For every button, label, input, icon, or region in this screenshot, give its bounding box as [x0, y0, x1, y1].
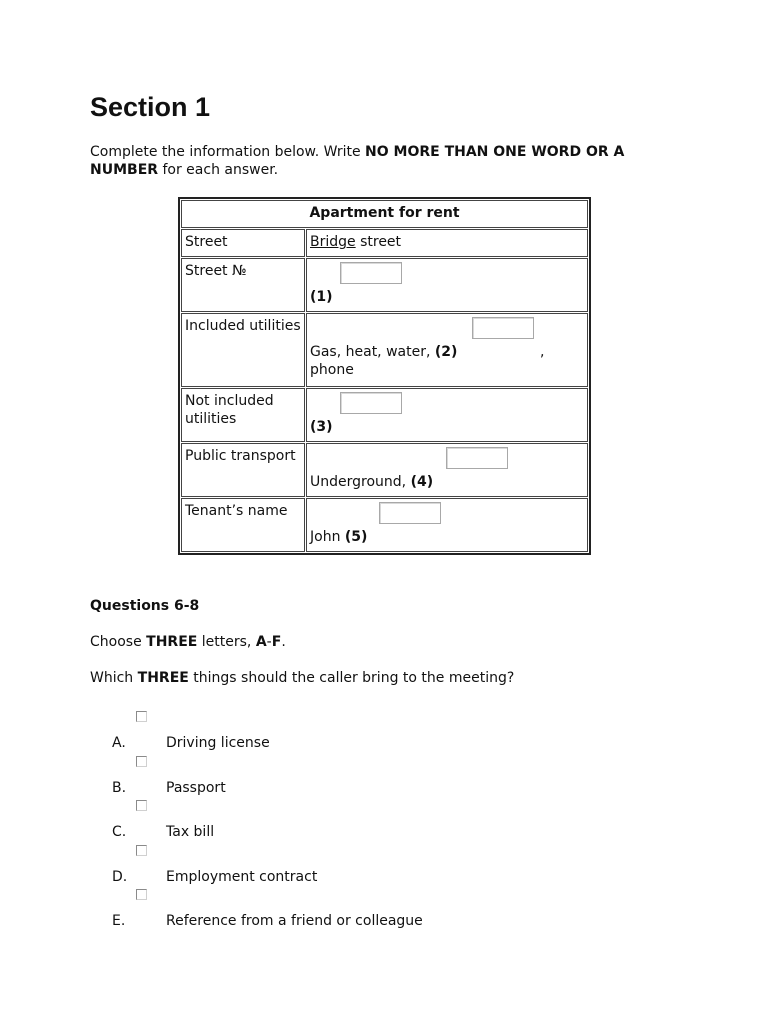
option-letter: A.: [112, 735, 126, 751]
row-label-street: Street: [181, 229, 305, 257]
option-a-checkbox[interactable]: [136, 711, 147, 722]
prompt-text-2: things should the caller bring to the meeting?: [188, 670, 515, 686]
row-value-tenant-name: [306, 498, 588, 552]
table-header: Apartment for rent: [181, 200, 588, 228]
question-number-2: (2): [434, 344, 458, 360]
table-row: [181, 443, 588, 497]
question-number-5: (5): [344, 529, 368, 545]
option-letter: D.: [112, 868, 128, 885]
option-text: Reference from a friend or colleague: [166, 913, 423, 929]
option-text: Passport: [166, 779, 226, 796]
choose-text-2: letters,: [197, 634, 256, 650]
section-title: Section 1: [90, 92, 211, 122]
row-value-street: [306, 229, 588, 257]
tenant-name-prefix: John: [310, 529, 345, 545]
row-value-public-transport: [306, 443, 588, 497]
row-label-tenant-name: Tenant’s name: [181, 498, 305, 552]
option-letter: C.: [112, 824, 127, 840]
option-e-checkbox[interactable]: [136, 889, 147, 900]
row-label-street-number: Street №: [181, 258, 305, 312]
public-transport-prefix: Underground,: [310, 474, 411, 490]
choose-instruction: [90, 634, 286, 650]
instructions-text-2: for each answer.: [158, 162, 279, 178]
question-number-4: (4): [410, 474, 434, 490]
row-value-not-included-utilities: [306, 388, 588, 442]
option-text: Tax bill: [166, 824, 215, 840]
row-value-street-number: [306, 258, 588, 312]
table-row: [181, 498, 588, 552]
table-row: [181, 388, 588, 442]
table-row: [181, 229, 588, 257]
apartment-table: [178, 197, 591, 555]
prompt-text-1: Which: [90, 670, 138, 686]
instructions-text-1: Complete the information below. Write: [90, 144, 366, 160]
included-utilities-prefix: Gas, heat, water,: [310, 344, 435, 360]
instructions: [90, 143, 690, 179]
table-row: [181, 258, 588, 312]
choose-text-3: -: [266, 634, 272, 650]
option-text: Employment contract: [166, 868, 318, 885]
row-label-public-transport: Public transport: [181, 443, 305, 497]
row-value-included-utilities: [306, 313, 588, 387]
questions-heading: Questions 6-8: [90, 598, 200, 614]
choose-bold-1: THREE: [146, 634, 198, 650]
choose-text-4: .: [281, 634, 286, 650]
street-name-rest: street: [355, 234, 402, 250]
answer-5-input[interactable]: [379, 502, 441, 524]
street-name-underlined: Bridge: [310, 234, 356, 250]
question-number-3: (3): [310, 419, 333, 435]
answer-4-input[interactable]: [446, 447, 508, 469]
choose-bold-3: F: [271, 634, 282, 650]
option-d-checkbox[interactable]: [136, 845, 147, 856]
option-letter: B.: [112, 779, 127, 796]
answer-3-input[interactable]: [340, 392, 402, 414]
question-number-1: (1): [310, 289, 333, 305]
choose-text-1: Choose: [90, 634, 147, 650]
table-row: [181, 313, 588, 387]
row-label-not-included-utilities: Not included utilities: [181, 388, 305, 442]
instructions-bold: NO MORE THAN ONE WORD OR A NUMBER: [90, 144, 625, 178]
included-utilities-suffix: phone: [310, 362, 354, 378]
option-letter: E.: [112, 913, 126, 929]
option-c-checkbox[interactable]: [136, 800, 147, 811]
included-utilities-comma: ,: [540, 344, 545, 360]
option-b-checkbox[interactable]: [136, 756, 147, 767]
question-prompt: [90, 670, 514, 686]
answer-2-input[interactable]: [472, 317, 534, 339]
answer-1-input[interactable]: [340, 262, 402, 284]
row-label-included-utilities: Included utilities: [181, 313, 305, 387]
option-text: Driving license: [166, 735, 270, 751]
prompt-bold: THREE: [137, 670, 189, 686]
choose-bold-2: A: [255, 634, 267, 650]
